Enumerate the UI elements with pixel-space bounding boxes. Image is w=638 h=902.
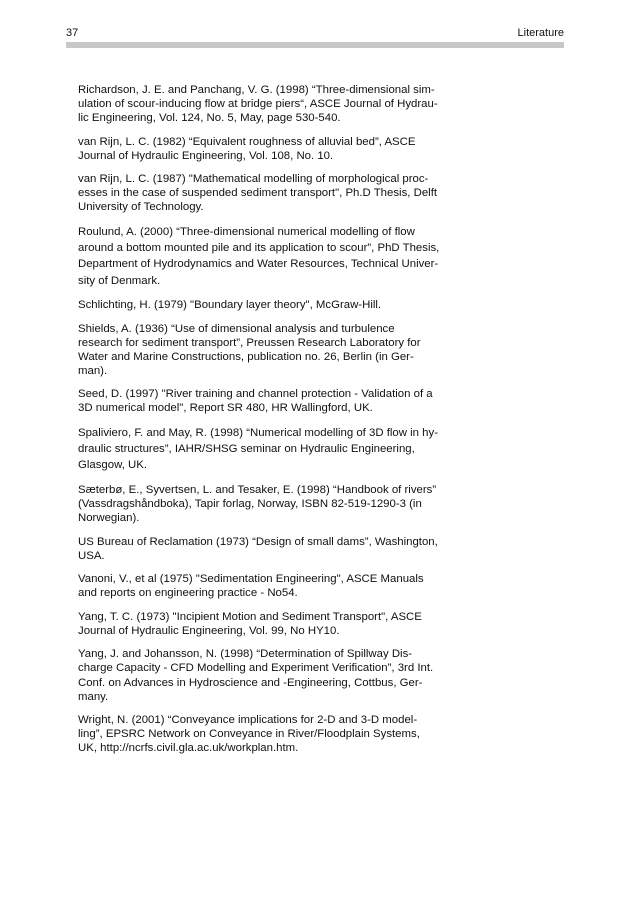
page-number: 37 — [66, 27, 79, 39]
reference-entry: Roulund, A. (2000) “Three-dimensional numerical modelling of flow around a bottom mounted pile and its application to scour”, PhD Thesis, Department of Hydrodynamics and Water Resources, Technical Univer- sity of Denmark. — [78, 225, 440, 287]
reference-entry: van Rijn, L. C. (1987) "Mathematical modelling of morphological proc- esses in the case of suspended sediment transport", Ph.D Thesis, Delft University of Technology. — [78, 173, 438, 214]
reference-entry: Sæterbø, E., Syvertsen, L. and Tesaker, E. (1998) “Handbook of rivers” (Vassdragshåndboka), Tapir forlag, Norway, ISBN 82-519-1290-3 (in Norwegian). — [78, 483, 437, 525]
reference-entry: Seed, D. (1997) "River training and channel protection - Validation of a 3D numerical model", Report SR 480, HR Wallingford, UK. — [78, 388, 433, 415]
reference-entry: Richardson, J. E. and Panchang, V. G. (1998) “Three-dimensional sim- ulation of scour-inducing flow at bridge piers“, ASCE Journal of Hydrau- lic Engineering, Vol. 124, No. 5, May, page 530-540. — [78, 84, 438, 125]
reference-entry: Yang, J. and Johansson, N. (1998) “Determination of Spillway Dis- charge Capacity - CFD Modelling and Experiment Verification”, 3rd Int. Conf. on Advances in Hydroscience and -Engineering, Cottbus, Ger- many. — [78, 648, 434, 703]
reference-entry: Schlichting, H. (1979) "Boundary layer theory", McGraw-Hill. — [78, 299, 382, 312]
page-header — [66, 26, 564, 42]
reference-entry: Yang, T. C. (1973) "Incipient Motion and Sediment Transport", ASCE Journal of Hydraulic Engineering, Vol. 99, No HY10. — [78, 610, 422, 637]
reference-entry: van Rijn, L. C. (1982) “Equivalent roughness of alluvial bed”, ASCE Journal of Hydraulic Engineering, Vol. 108, No. 10. — [78, 135, 416, 162]
reference-entry: Spaliviero, F. and May, R. (1998) “Numerical modelling of 3D flow in hy- draulic structures”, IAHR/SHSG seminar on Hydraulic Engineering, Glasgow, UK. — [78, 426, 438, 472]
reference-entry: US Bureau of Reclamation (1973) “Design of small dams”, Washington, USA. — [78, 535, 438, 562]
section-title: Literature — [517, 27, 564, 39]
reference-entry: Shields, A. (1936) “Use of dimensional analysis and turbulence research for sediment transport”, Preussen Research Laboratory for Water and Marine Constructions, publication no. 26, Berlin (in Ger- man). — [78, 322, 421, 377]
header-rule — [66, 42, 564, 48]
reference-entry: Vanoni, V., et al (1975) "Sedimentation Engineering", ASCE Manuals and reports on engineering practice - No54. — [78, 573, 424, 600]
reference-list — [78, 83, 454, 765]
reference-entry: Wright, N. (2001) “Conveyance implications for 2-D and 3-D model- ling”, EPSRC Network on Conveyance in River/Floodplain Systems, UK, http://ncrfs.civil.gla.ac.uk/workplan.htm. — [78, 714, 420, 755]
